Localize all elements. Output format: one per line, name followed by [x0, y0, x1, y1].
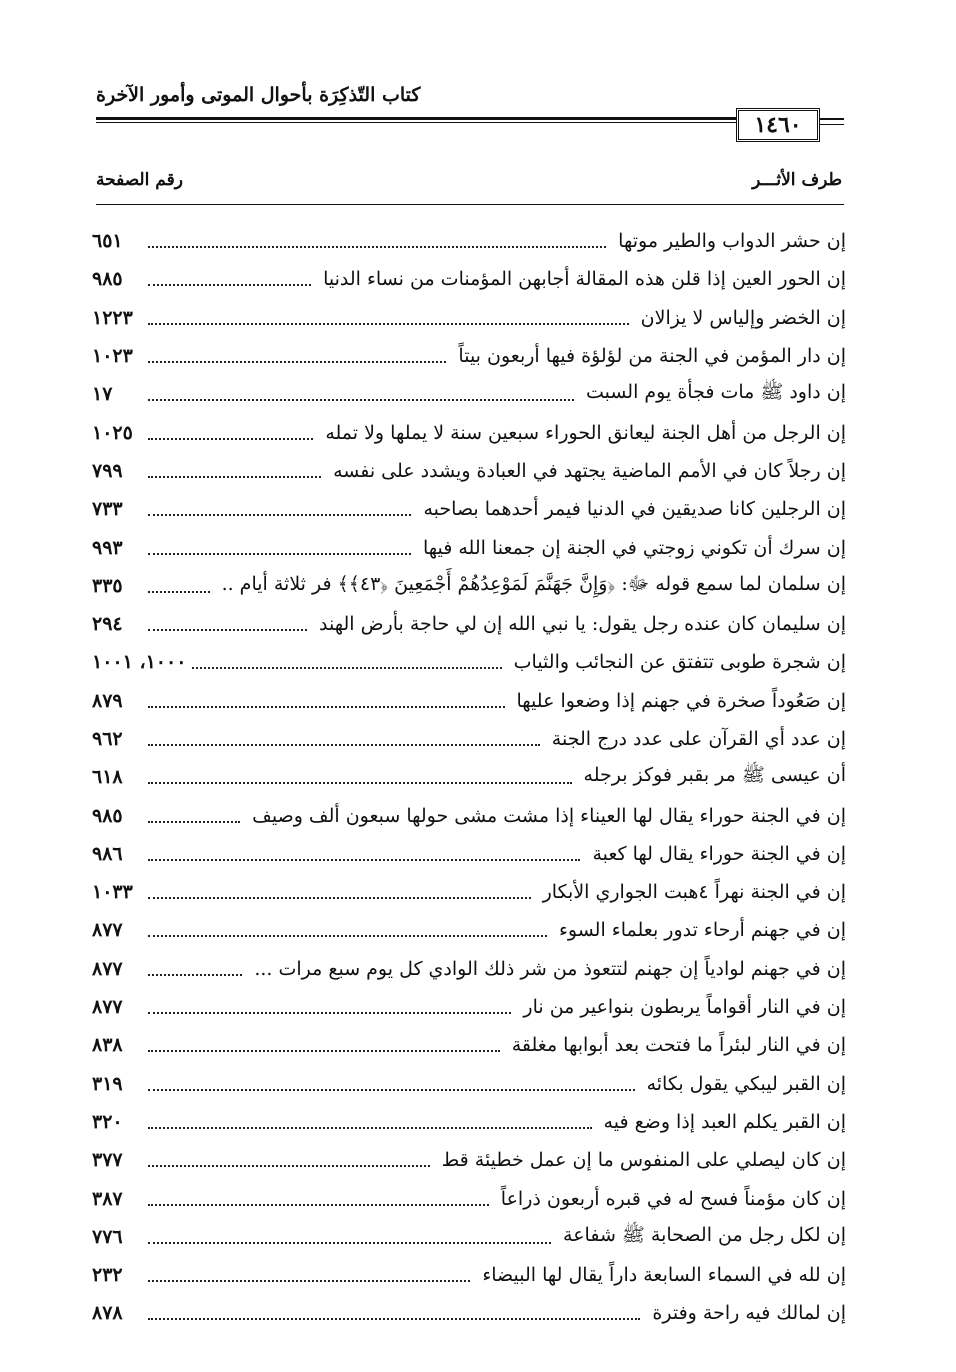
entry-page-number: ٩٨٦	[92, 842, 123, 865]
index-entry	[92, 911, 846, 949]
entry-page-number: ١٠٢٥	[92, 421, 133, 444]
entry-page-number: ٨٣٨	[92, 1034, 123, 1057]
book-title: كتاب التّذكِرَة بأحوال الموتى وأمور الآخرة	[96, 84, 421, 106]
entry-page-number: ٢٩٤	[92, 613, 123, 636]
dot-leader	[148, 1165, 430, 1167]
dot-leader	[148, 974, 242, 976]
index-entry	[92, 528, 846, 566]
entry-page-number: ١٧	[92, 383, 113, 406]
entry-text: إن كان مؤمناً فسح له في قبره أربعون ذراعاً	[500, 1187, 846, 1210]
entry-text: إن في الجنة حوراء يقال لها كعبة	[592, 842, 846, 865]
index-entry	[92, 720, 846, 758]
index-entry	[92, 643, 846, 681]
entry-text: إن في النار لبئراً ما فتحت بعد أبوابها مغلقة	[511, 1034, 846, 1057]
entry-page-number: ٨٧٧	[92, 919, 123, 942]
entry-page-number: ٧٩٩	[92, 459, 123, 482]
dot-leader	[148, 1242, 551, 1244]
column-header-rule	[96, 204, 844, 205]
entry-text: إن دار المؤمن في الجنة من لؤلؤة فيها أربعون بيتاً	[458, 345, 846, 368]
dot-leader	[148, 246, 606, 248]
index-entry	[92, 452, 846, 490]
entry-page-number: ٩٨٥	[92, 268, 123, 291]
entry-page-number: ٩٦٢	[92, 728, 123, 750]
index-entry	[92, 490, 846, 528]
index-entry	[92, 1103, 846, 1141]
index-entry	[92, 682, 846, 720]
entry-page-number: ٢٣٢	[92, 1264, 123, 1287]
entry-page-number: ٣٧٧	[92, 1149, 123, 1172]
entry-page-number: ١٠٠٠، ١٠٠١	[92, 651, 187, 674]
index-entry	[92, 1256, 846, 1294]
entry-page-number: ٦٥١	[92, 230, 123, 253]
dot-leader	[148, 1050, 500, 1052]
dot-leader	[148, 629, 307, 631]
index-entry	[92, 950, 846, 988]
index-entry	[92, 1218, 846, 1256]
entry-page-number: ١٢٢٣	[92, 306, 133, 329]
index-entry	[92, 988, 846, 1026]
entry-page-number: ٨٧٨	[92, 1302, 123, 1325]
entry-page-number: ٣٢٠	[92, 1110, 123, 1133]
index-entry	[92, 222, 846, 260]
entry-page-number: ٨٧٩	[92, 689, 123, 712]
dot-leader	[148, 1089, 635, 1091]
entry-text: إن لله في السماء السابعة داراً يقال لها البيضاء	[482, 1264, 846, 1287]
index-entry	[92, 375, 846, 413]
entry-text: إن الرجلين كانا صديقين في الدنيا فيمر أحدهما بصاحبه	[423, 498, 846, 521]
entry-text: إن لمالك فيه راحة وفترة	[652, 1302, 846, 1325]
entry-page-number: ٩٩٣	[92, 536, 123, 559]
entry-text: إن القبر يكلم العبد إذا وضع فيه	[603, 1110, 846, 1133]
dot-leader	[148, 897, 531, 899]
index-entry	[92, 299, 846, 337]
dot-leader	[148, 744, 540, 746]
entry-text: إن القبر ليبكي يقول بكائه	[646, 1072, 846, 1095]
index-entry	[92, 796, 846, 834]
entry-text: إن سرك أن تكوني زوجتي في الجنة إن جمعنا الله فيها	[422, 536, 846, 559]
index-entry	[92, 1026, 846, 1064]
dot-leader	[148, 1127, 592, 1129]
column-header-hadith: طرف الأثـــر	[752, 170, 842, 190]
entry-page-number: ٣٣٥	[92, 574, 123, 597]
entry-page-number: ٦١٨	[92, 766, 123, 789]
entry-page-number: ٨٧٧	[92, 996, 123, 1019]
entry-page-number: ١٠٢٣	[92, 345, 133, 368]
index-entry	[92, 260, 846, 298]
dot-leader	[148, 591, 210, 593]
entry-page-number: ٣١٩	[92, 1072, 123, 1095]
entry-page-number: ٧٣٣	[92, 498, 123, 521]
entry-page-number: ٧٧٦	[92, 1225, 123, 1248]
dot-leader	[148, 399, 574, 401]
entry-text: إن عدد أي القرآن على عدد درج الجنة	[551, 728, 846, 750]
entry-text: إن كان ليصلي على المنفوس ما إن عمل خطيئة قط	[441, 1149, 846, 1172]
index-entry	[92, 835, 846, 873]
page-number: ١٤٦٠	[736, 108, 820, 142]
index-entry	[92, 873, 846, 911]
index-entry	[92, 758, 846, 796]
dot-leader	[148, 438, 313, 440]
index-entry	[92, 1179, 846, 1217]
dot-leader	[148, 361, 446, 363]
index-list	[92, 222, 846, 1333]
entry-text: إن في جهنم لوادياً إن جهنم لتتعوذ من شر ذلك الوادي كل يوم سبع مرات ...	[254, 957, 846, 980]
entry-text: إن في الجنة نهراً ٤هبت الجواري الأبكار	[542, 881, 846, 904]
entry-page-number: ٣٨٧	[92, 1187, 123, 1210]
entry-text: أن عيسى ﷺ مر بقبر فوكز برجله	[583, 764, 846, 787]
column-header-page-number: رقم الصفحة	[96, 170, 183, 190]
entry-page-number: ٨٧٧	[92, 957, 123, 980]
header-rule-thin	[96, 122, 736, 123]
dot-leader	[148, 553, 411, 555]
dot-leader	[148, 859, 580, 861]
entry-text: إن حشر الدواب والطير موتها	[618, 230, 846, 253]
entry-page-number: ١٠٣٣	[92, 881, 133, 904]
entry-text: إن صَعُوداً صخرة في جهنم إذا وضعوا عليها	[516, 689, 846, 712]
dot-leader	[148, 323, 629, 325]
entry-text: إن شجرة طوبى تتفتق عن النجائب والثياب	[513, 651, 846, 674]
dot-leader	[148, 514, 411, 516]
dot-leader	[148, 706, 505, 708]
dot-leader	[148, 782, 572, 784]
entry-text: إن داود ﷺ مات فجأة يوم السبت	[585, 381, 846, 404]
entry-text: إن لكل رجل من الصحابة ﷺ شفاعة	[563, 1223, 846, 1246]
index-entry	[92, 337, 846, 375]
entry-text: إن سليمان كان عنده رجل يقول: يا نبي الله إن لي حاجة بأرض الهند	[319, 613, 846, 636]
entry-text: إن الرجل من أهل الجنة ليعانق الحوراء سبعين سنة لا يملها ولا تمله	[325, 421, 846, 444]
dot-leader	[148, 1280, 470, 1282]
entry-page-number: ٩٨٥	[92, 804, 123, 827]
index-entry	[92, 567, 846, 605]
entry-text: إن الخضر وإلياس لا يزالان	[640, 306, 846, 329]
header-rule-right	[820, 118, 844, 125]
entry-text: إن في النار أقواماً يربطون بنواعير من نار	[523, 996, 846, 1019]
entry-text: إن الحور العين إذا قلن هذه المقالة أجابهن المؤمنات من نساء الدنيا	[323, 268, 846, 291]
header-rule-thick	[96, 117, 736, 120]
index-entry	[92, 1141, 846, 1179]
index-entry	[92, 413, 846, 451]
dot-leader	[148, 1012, 511, 1014]
dot-leader	[148, 284, 311, 286]
entry-text: إن سلمان لما سمع قوله ﷻ: ﴿وَإِنَّ جَهَنَّمَ لَمَوْعِدُهُمْ أَجْمَعِينَ ﴿٤٣﴾﴾ فر ثلاثة أيام ..	[221, 572, 846, 595]
entry-text: إن رجلاً كان في الأمم الماضية يجتهد في العبادة ويشدد على نفسه	[333, 459, 846, 482]
dot-leader	[148, 1318, 640, 1320]
entry-text: إن في جهنم أرحاء تدور بعلماء السوء	[558, 919, 846, 942]
dot-leader	[192, 667, 501, 669]
index-entry	[92, 1065, 846, 1103]
index-entry	[92, 605, 846, 643]
entry-text: إن في الجنة حوراء يقال لها العيناء إذا مشت مشى حولها سبعون ألف وصيف	[252, 804, 846, 827]
dot-leader	[148, 821, 240, 823]
dot-leader	[148, 476, 321, 478]
dot-leader	[148, 935, 547, 937]
dot-leader	[148, 1204, 489, 1206]
index-entry	[92, 1294, 846, 1332]
